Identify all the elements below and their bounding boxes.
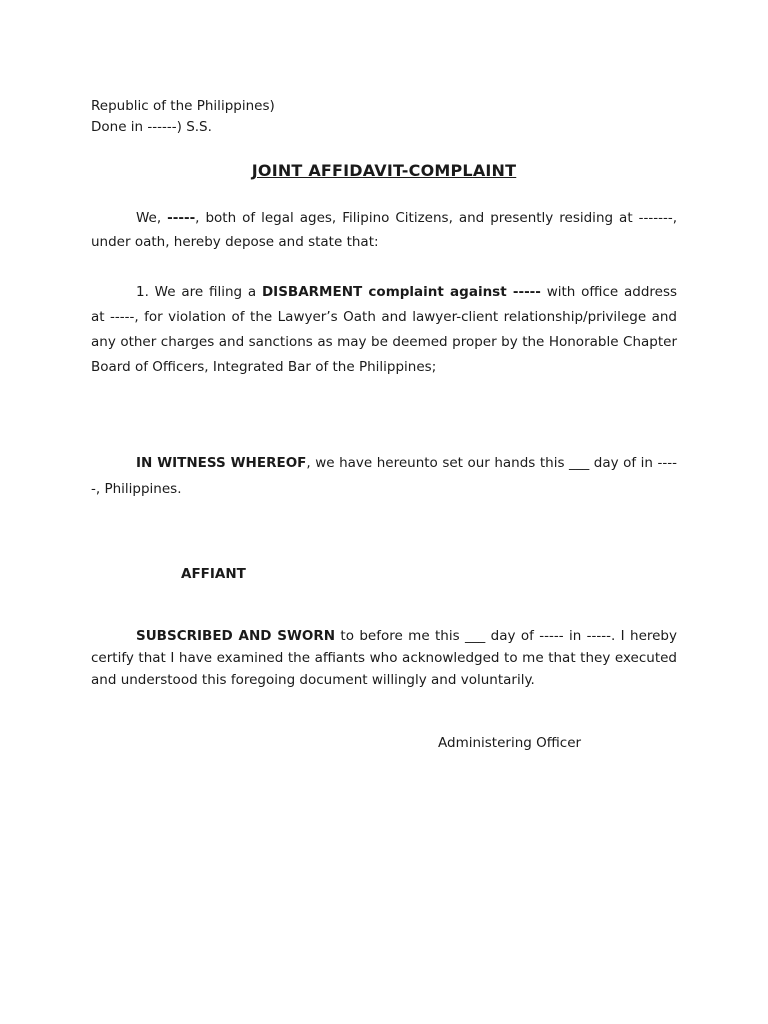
paragraph-complaint xyxy=(91,280,677,380)
affiant-names-blank: ----- xyxy=(167,210,196,226)
paragraph-witness xyxy=(91,450,677,502)
document-title: JOINT AFFIDAVIT-COMPLAINT xyxy=(251,161,517,180)
venue-block xyxy=(91,96,275,138)
venue-line-republic: Republic of the Philippines) xyxy=(91,98,275,114)
paragraph-affiants-text-2: , both of legal ages, Filipino Citizens, and presently residing at -------, under oath, hereby depose and state that: xyxy=(91,210,677,250)
affiant-signature-label: AFFIANT xyxy=(181,566,246,582)
witness-whereof-phrase: IN WITNESS WHEREOF xyxy=(136,455,307,471)
paragraph-complaint-text-1: 1. We are filing a xyxy=(136,284,262,300)
disbarment-complaint-phrase: DISBARMENT complaint against ----- xyxy=(261,284,541,300)
administering-officer-label: Administering Officer xyxy=(438,735,582,751)
paragraph-complaint-text-2: with office address at -----, for violation of the Lawyer’s Oath and lawyer-client relationship/privilege and any other charges and sanctions as may be deemed proper by the Honorable Chapter Board of Officers, Integrated Bar of the Philippines; xyxy=(91,284,678,375)
paragraph-jurat xyxy=(91,625,677,691)
paragraph-jurat-text: to before me this ___ day of ----- in -----. I hereby certify that I have examined the affiants who acknowledged to me that they executed and understood this foregoing document willingly and voluntarily. xyxy=(91,628,677,688)
paragraph-affiants-text-1: We, xyxy=(136,210,168,226)
subscribed-sworn-phrase: SUBSCRIBED AND SWORN xyxy=(136,628,336,644)
paragraph-witness-text: , we have hereunto set our hands this ___ day of in -----, Philippines. xyxy=(91,455,677,497)
paragraph-affiants xyxy=(91,206,677,254)
venue-line-done-in: Done in ------) S.S. xyxy=(91,119,212,135)
